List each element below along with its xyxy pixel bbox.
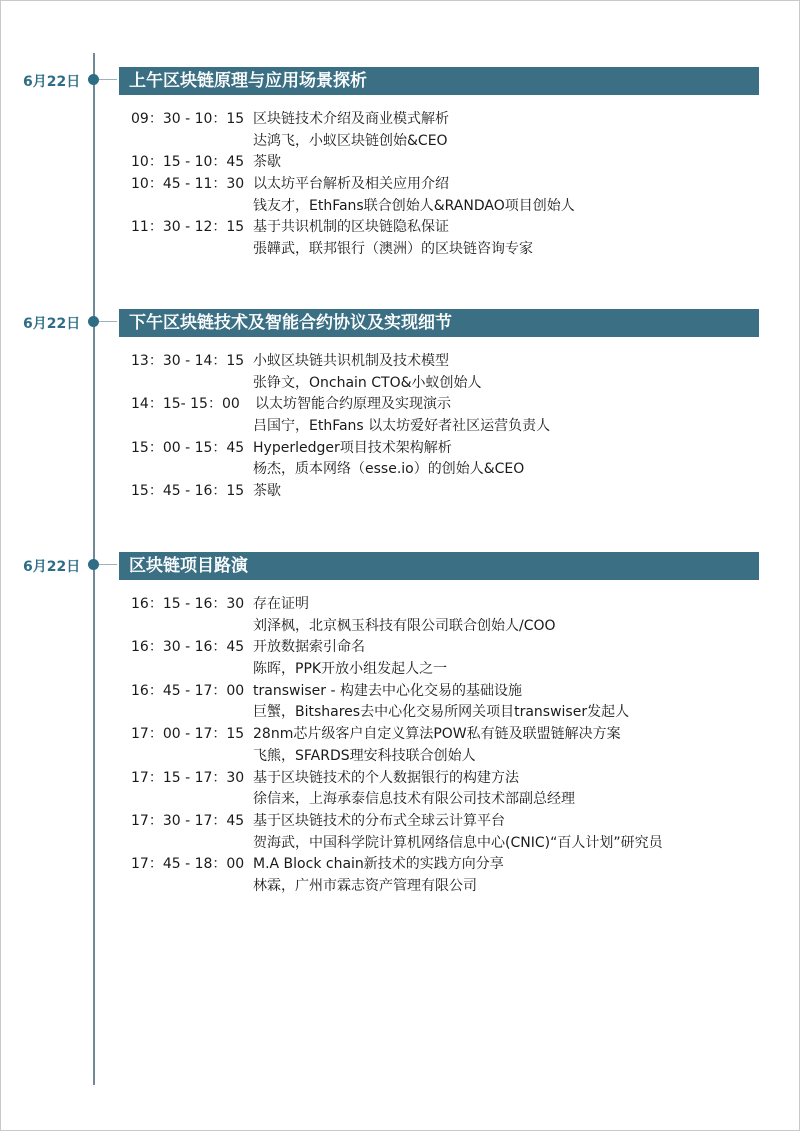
time-slot: 17：30 - 17：45 <box>131 812 245 829</box>
speaker-info: 张铮文，Onchain CTO&小蚁创始人 <box>253 374 482 391</box>
schedule-row <box>131 616 751 638</box>
talk-title: M.A Block chain新技术的实践方向分享 <box>253 856 504 873</box>
schedule-row <box>131 152 751 174</box>
schedule-row <box>131 746 751 768</box>
schedule-row <box>131 217 751 239</box>
time-slot: 17：00 - 17：15 <box>131 726 245 743</box>
time-slot: 16：45 - 17：00 <box>131 682 245 699</box>
session-date: 6月22日 <box>23 74 81 90</box>
time-slot: 09：30 - 10：15 <box>131 111 245 127</box>
time-slot: 14：15- 15：00 <box>131 396 240 413</box>
speaker-info: 陈晖，PPK开放小组发起人之一 <box>253 661 448 678</box>
talk-title: 以太坊智能合约原理及实现演示 <box>255 396 451 413</box>
schedule-row <box>131 876 751 898</box>
speaker-info: 杨杰，质本网络（esse.io）的创始人&CEO <box>253 461 525 478</box>
time-slot: 15：45 - 16：15 <box>131 483 245 500</box>
talk-title: 存在证明 <box>253 596 309 612</box>
timeline-dot <box>88 559 99 570</box>
talk-title: 小蚁区块链共识机制及技术模型 <box>253 353 449 369</box>
schedule-row <box>131 811 751 833</box>
speaker-info: 吕国宁，EthFans 以太坊爱好者社区运营负责人 <box>253 418 551 435</box>
talk-title: 开放数据索引命名 <box>253 639 365 656</box>
schedule-row <box>131 351 751 373</box>
schedule-row <box>131 854 751 876</box>
time-slot: 16：30 - 16：45 <box>131 639 245 656</box>
talk-title: 区块链技术介绍及商业模式解析 <box>253 111 449 127</box>
talk-title: Hyperledger项目技术架构解析 <box>253 439 452 456</box>
speaker-info: 贺海武，中国科学院计算机网络信息中心(CNIC)“百人计划”研究员 <box>253 834 663 851</box>
session-title: 下午区块链技术及智能合约协议及实现细节 <box>119 309 759 337</box>
talk-title: 以太坊平台解析及相关应用介绍 <box>253 176 449 193</box>
session-date: 6月22日 <box>23 316 81 332</box>
talk-title: 基于共识机制的区块链隐私保证 <box>253 219 449 236</box>
schedule-row <box>131 724 751 746</box>
speaker-info: 張韡武，联邦银行（澳洲）的区块链咨询专家 <box>253 241 533 258</box>
time-slot: 11：30 - 12：15 <box>131 219 245 236</box>
schedule-row <box>131 416 751 438</box>
schedule-list <box>131 109 751 261</box>
speaker-info: 刘泽枫，北京枫玉科技有限公司联合创始人/COO <box>253 617 556 634</box>
schedule-row <box>131 637 751 659</box>
talk-title: 28nm芯片级客户自定义算法POW私有链及联盟链解决方案 <box>253 726 621 743</box>
timeline-dot <box>88 74 99 85</box>
speaker-info: 林霖，广州市霖志资产管理有限公司 <box>253 877 477 894</box>
time-slot: 13：30 - 14：15 <box>131 353 245 369</box>
schedule-row <box>131 196 751 218</box>
schedule-row <box>131 659 751 681</box>
schedule-row <box>131 394 751 416</box>
talk-title: transwiser - 构建去中心化交易的基础设施 <box>253 682 522 699</box>
time-slot: 17：45 - 18：00 <box>131 856 245 873</box>
schedule-row <box>131 481 751 503</box>
schedule-row <box>131 681 751 703</box>
schedule-row <box>131 438 751 460</box>
speaker-info: 钱友才，EthFans联合创始人&RANDAO项目创始人 <box>253 197 575 214</box>
schedule-row <box>131 131 751 153</box>
timeline-dot <box>88 316 99 327</box>
talk-title: 基于区块链技术的个人数据银行的构建方法 <box>253 769 519 786</box>
speaker-info: 飞熊，SFARDS理安科技联合创始人 <box>253 747 476 764</box>
speaker-info: 徐信来，上海承泰信息技术有限公司技术部副总经理 <box>253 791 575 808</box>
schedule-row <box>131 768 751 790</box>
talk-title: 茶歇 <box>253 483 281 500</box>
talk-title: 茶歇 <box>253 154 281 171</box>
schedule-row <box>131 174 751 196</box>
session-title: 上午区块链原理与应用场景探析 <box>119 67 759 95</box>
time-slot: 16：15 - 16：30 <box>131 596 245 612</box>
schedule-row <box>131 239 751 261</box>
time-slot: 10：45 - 11：30 <box>131 176 245 193</box>
schedule-row <box>131 109 751 131</box>
session-date: 6月22日 <box>23 559 81 575</box>
speaker-info: 巨蟹，Bitshares去中心化交易所网关项目transwiser发起人 <box>253 704 630 721</box>
time-slot: 15：00 - 15：45 <box>131 439 245 456</box>
schedule-row <box>131 459 751 481</box>
talk-title: 基于区块链技术的分布式全球云计算平台 <box>253 812 505 829</box>
time-slot: 17：15 - 17：30 <box>131 769 245 786</box>
schedule-list <box>131 351 751 503</box>
session-title: 区块链项目路演 <box>119 552 759 580</box>
schedule-row <box>131 833 751 855</box>
schedule-row <box>131 789 751 811</box>
schedule-row <box>131 702 751 724</box>
time-slot: 10：15 - 10：45 <box>131 154 245 171</box>
schedule-list <box>131 594 751 898</box>
schedule-row <box>131 594 751 616</box>
speaker-info: 达鸿飞，小蚁区块链创始&CEO <box>253 132 448 149</box>
schedule-row <box>131 373 751 395</box>
